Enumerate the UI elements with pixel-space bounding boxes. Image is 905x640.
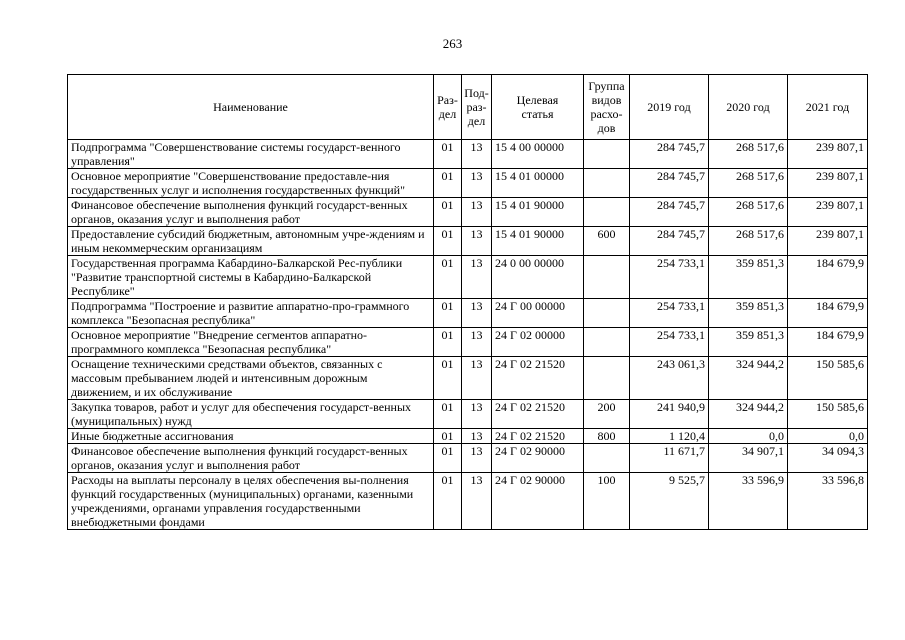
cell-2021: 34 094,3 <box>788 444 868 473</box>
cell-group <box>584 328 630 357</box>
cell-group <box>584 444 630 473</box>
cell-name: Закупка товаров, работ и услуг для обеспечения государст-венных (муниципальных) нужд <box>68 400 434 429</box>
cell-2021: 184 679,9 <box>788 256 868 299</box>
cell-group <box>584 140 630 169</box>
table-row <box>68 429 868 444</box>
cell-2019: 1 120,4 <box>630 429 709 444</box>
cell-podrazdel: 13 <box>462 140 492 169</box>
cell-name: Государственная программа Кабардино-Балкарской Рес-публики "Развитие транспортной системы в Кабардино-Балкарской Республике" <box>68 256 434 299</box>
cell-razdel: 01 <box>434 400 462 429</box>
cell-group <box>584 198 630 227</box>
cell-article: 24 Г 00 00000 <box>492 299 584 328</box>
cell-2020: 0,0 <box>709 429 788 444</box>
cell-2019: 241 940,9 <box>630 400 709 429</box>
table-row <box>68 357 868 400</box>
table-row <box>68 473 868 530</box>
cell-2021: 0,0 <box>788 429 868 444</box>
cell-group <box>584 357 630 400</box>
table-row <box>68 140 868 169</box>
cell-razdel: 01 <box>434 328 462 357</box>
cell-2021: 239 807,1 <box>788 140 868 169</box>
header-2021: 2021 год <box>788 75 868 140</box>
cell-article: 24 0 00 00000 <box>492 256 584 299</box>
cell-name: Подпрограмма "Построение и развитие аппаратно-про-граммного комплекса "Безопасная республика" <box>68 299 434 328</box>
cell-2020: 34 907,1 <box>709 444 788 473</box>
cell-2021: 150 585,6 <box>788 357 868 400</box>
cell-group <box>584 256 630 299</box>
cell-2019: 254 733,1 <box>630 299 709 328</box>
cell-2019: 284 745,7 <box>630 198 709 227</box>
cell-2019: 254 733,1 <box>630 256 709 299</box>
cell-2019: 284 745,7 <box>630 140 709 169</box>
cell-name: Основное мероприятие "Совершенствование предоставле-ния государственных услуг и исполнения государственных функций" <box>68 169 434 198</box>
cell-2021: 239 807,1 <box>788 227 868 256</box>
table-row <box>68 256 868 299</box>
cell-2021: 150 585,6 <box>788 400 868 429</box>
cell-2020: 268 517,6 <box>709 227 788 256</box>
cell-razdel: 01 <box>434 140 462 169</box>
cell-2020: 33 596,9 <box>709 473 788 530</box>
table-row <box>68 299 868 328</box>
table-body <box>68 140 868 530</box>
cell-podrazdel: 13 <box>462 357 492 400</box>
cell-group: 800 <box>584 429 630 444</box>
cell-2021: 239 807,1 <box>788 169 868 198</box>
cell-razdel: 01 <box>434 256 462 299</box>
header-article: Целевая статья <box>492 75 584 140</box>
table-row <box>68 328 868 357</box>
header-podrazdel: Под- раз- дел <box>462 75 492 140</box>
budget-table <box>67 74 868 530</box>
header-name: Наименование <box>68 75 434 140</box>
cell-2019: 254 733,1 <box>630 328 709 357</box>
page-number: 263 <box>442 36 463 51</box>
cell-article: 24 Г 02 21520 <box>492 357 584 400</box>
cell-2019: 9 525,7 <box>630 473 709 530</box>
cell-2020: 268 517,6 <box>709 140 788 169</box>
header-razdel: Раз- дел <box>434 75 462 140</box>
cell-2020: 268 517,6 <box>709 198 788 227</box>
cell-podrazdel: 13 <box>462 444 492 473</box>
cell-name: Оснащение техническими средствами объектов, связанных с массовым пребыванием людей и интенсивным дорожным движением, и их обслуживание <box>68 357 434 400</box>
cell-2020: 359 851,3 <box>709 299 788 328</box>
header-group: Группа видов расхо- дов <box>584 75 630 140</box>
table-row <box>68 169 868 198</box>
cell-2019: 284 745,7 <box>630 227 709 256</box>
table-row <box>68 400 868 429</box>
cell-2021: 239 807,1 <box>788 198 868 227</box>
cell-2021: 184 679,9 <box>788 299 868 328</box>
cell-article: 24 Г 02 00000 <box>492 328 584 357</box>
cell-podrazdel: 13 <box>462 400 492 429</box>
cell-name: Иные бюджетные ассигнования <box>68 429 434 444</box>
cell-podrazdel: 13 <box>462 227 492 256</box>
cell-name: Расходы на выплаты персоналу в целях обеспечения вы-полнения функций государственных (муниципальных) органами, казенными учреждениями, органами управления государственными внебюджетными фондами <box>68 473 434 530</box>
cell-name: Предоставление субсидий бюджетным, автономным учре-ждениям и иным некоммерческим организациям <box>68 227 434 256</box>
cell-podrazdel: 13 <box>462 328 492 357</box>
cell-group: 600 <box>584 227 630 256</box>
cell-2020: 359 851,3 <box>709 256 788 299</box>
cell-group: 100 <box>584 473 630 530</box>
cell-razdel: 01 <box>434 429 462 444</box>
cell-group <box>584 169 630 198</box>
cell-podrazdel: 13 <box>462 169 492 198</box>
cell-razdel: 01 <box>434 357 462 400</box>
cell-group <box>584 299 630 328</box>
cell-2019: 243 061,3 <box>630 357 709 400</box>
cell-2021: 184 679,9 <box>788 328 868 357</box>
cell-podrazdel: 13 <box>462 198 492 227</box>
table-row <box>68 198 868 227</box>
cell-article: 24 Г 02 90000 <box>492 473 584 530</box>
cell-article: 15 4 01 90000 <box>492 227 584 256</box>
cell-article: 15 4 01 00000 <box>492 169 584 198</box>
cell-2020: 359 851,3 <box>709 328 788 357</box>
cell-2019: 284 745,7 <box>630 169 709 198</box>
cell-article: 15 4 01 90000 <box>492 198 584 227</box>
header-2020: 2020 год <box>709 75 788 140</box>
cell-group: 200 <box>584 400 630 429</box>
cell-article: 24 Г 02 21520 <box>492 400 584 429</box>
header-2019: 2019 год <box>630 75 709 140</box>
table-row <box>68 227 868 256</box>
cell-2020: 268 517,6 <box>709 169 788 198</box>
cell-name: Основное мероприятие "Внедрение сегментов аппаратно-программного комплекса "Безопасная республика" <box>68 328 434 357</box>
cell-podrazdel: 13 <box>462 256 492 299</box>
table-row <box>68 444 868 473</box>
cell-article: 15 4 00 00000 <box>492 140 584 169</box>
header-row <box>68 75 868 140</box>
cell-name: Финансовое обеспечение выполнения функций государст-венных органов, оказания услуг и выполнения работ <box>68 198 434 227</box>
cell-2020: 324 944,2 <box>709 357 788 400</box>
cell-razdel: 01 <box>434 227 462 256</box>
cell-2020: 324 944,2 <box>709 400 788 429</box>
cell-razdel: 01 <box>434 473 462 530</box>
cell-podrazdel: 13 <box>462 473 492 530</box>
cell-razdel: 01 <box>434 299 462 328</box>
cell-article: 24 Г 02 21520 <box>492 429 584 444</box>
cell-2021: 33 596,8 <box>788 473 868 530</box>
cell-2019: 11 671,7 <box>630 444 709 473</box>
cell-article: 24 Г 02 90000 <box>492 444 584 473</box>
cell-razdel: 01 <box>434 169 462 198</box>
cell-razdel: 01 <box>434 444 462 473</box>
cell-podrazdel: 13 <box>462 299 492 328</box>
cell-podrazdel: 13 <box>462 429 492 444</box>
cell-name: Подпрограмма "Совершенствование системы государст-венного управления" <box>68 140 434 169</box>
cell-razdel: 01 <box>434 198 462 227</box>
cell-name: Финансовое обеспечение выполнения функций государст-венных органов, оказания услуг и выполнения работ <box>68 444 434 473</box>
